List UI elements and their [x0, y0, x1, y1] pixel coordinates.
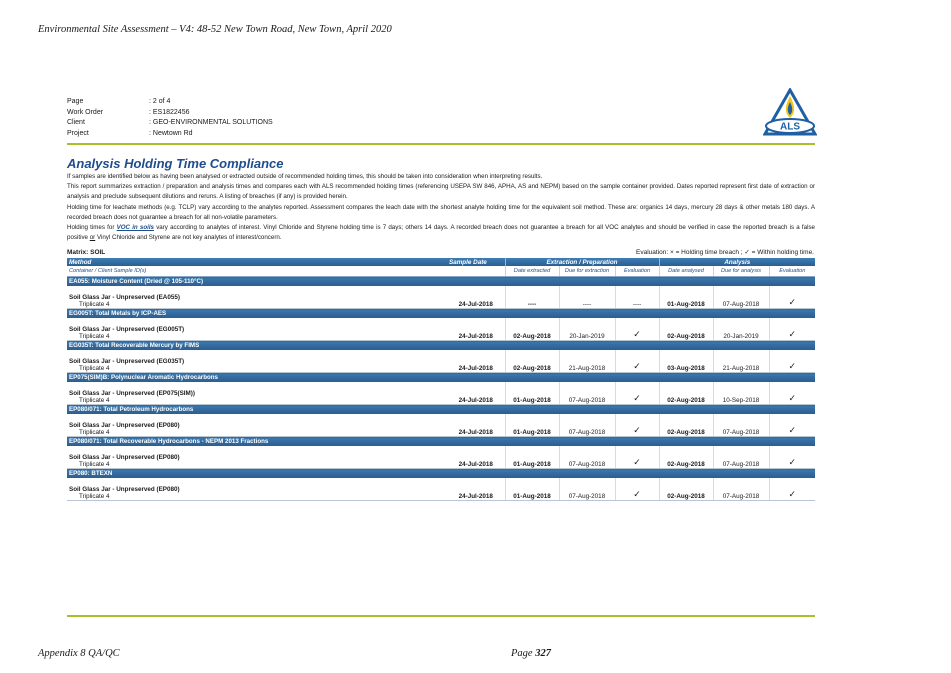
table-row	[67, 286, 815, 309]
due-analysis: 07-Aug-2018	[713, 478, 769, 501]
date-analysed: 02-Aug-2018	[659, 446, 713, 469]
due-analysis: 20-Jan-2019	[713, 318, 769, 341]
header-rule	[67, 143, 815, 145]
report-meta	[67, 97, 273, 139]
document-header: Environmental Site Assessment – V4: 48-52 New Town Road, New Town, April 2020	[38, 24, 392, 35]
sample-date: 24-Jul-2018	[447, 478, 505, 501]
voc-highlight: VOC in soils	[116, 224, 154, 232]
table-row	[67, 318, 815, 341]
col-group-extraction: Extraction / Preparation	[505, 258, 659, 266]
table-header-row	[67, 258, 815, 266]
sample-date: 24-Jul-2018	[447, 382, 505, 405]
sample-id: Triplicate 4	[79, 461, 110, 468]
section-row	[67, 277, 815, 287]
matrix-label: Matrix: SOIL	[67, 249, 106, 256]
evaluation-extraction: ✓	[615, 350, 659, 373]
sample-id: Triplicate 4	[79, 429, 110, 436]
section-method: EA055: Moisture Content (Dried @ 105-110°C)	[67, 277, 815, 287]
meta-label: Client	[67, 119, 85, 126]
date-extracted: ----	[505, 286, 559, 309]
container-name: Soil Glass Jar - Unpreserved (EP075(SIM))	[69, 390, 195, 397]
sample-id: Triplicate 4	[79, 333, 110, 340]
col-method: Method	[67, 258, 447, 266]
sample-date: 24-Jul-2018	[447, 414, 505, 437]
table-subheader-row	[67, 266, 815, 277]
section-row	[67, 309, 815, 319]
section-method: EP075(SIM)B: Polynuclear Aromatic Hydrocarbons	[67, 373, 815, 383]
footer-rule	[67, 615, 815, 617]
container-name: Soil Glass Jar - Unpreserved (EP080)	[69, 454, 180, 461]
col-blank	[447, 266, 505, 277]
meta-value: : ES1822456	[149, 108, 190, 116]
holding-time-table	[67, 258, 815, 501]
sample-id: Triplicate 4	[79, 365, 110, 372]
meta-row-project	[67, 129, 273, 140]
intro-paragraph: If samples are identified below as having been analysed or extracted outside of recommended holding times, this should be taken into consideration when interpreting results.	[67, 173, 543, 180]
date-extracted: 01-Aug-2018	[505, 446, 559, 469]
table-row	[67, 382, 815, 405]
evaluation-legend: Evaluation: × = Holding time breach ; ✓ = Within holding time.	[636, 249, 814, 256]
evaluation-analysis: ✓	[769, 286, 815, 309]
page-title: Analysis Holding Time Compliance	[67, 156, 284, 171]
date-analysed: 01-Aug-2018	[659, 286, 713, 309]
section-method: EP080/071: Total Petroleum Hydrocarbons	[67, 405, 815, 415]
meta-label: Work Order	[67, 108, 104, 116]
container-cell	[67, 478, 447, 501]
evaluation-analysis: ✓	[769, 446, 815, 469]
evaluation-analysis: ✓	[769, 318, 815, 341]
sample-date: 24-Jul-2018	[447, 286, 505, 309]
evaluation-analysis: ✓	[769, 350, 815, 373]
date-analysed: 02-Aug-2018	[659, 382, 713, 405]
col-due-extraction: Due for extraction	[559, 266, 615, 277]
meta-row-client	[67, 118, 273, 129]
table-row	[67, 446, 815, 469]
meta-label: Page	[67, 98, 84, 105]
section-method: EG005T: Total Metals by ICP-AES	[67, 309, 815, 319]
container-name: Soil Glass Jar - Unpreserved (EG005T)	[69, 326, 185, 333]
container-cell	[67, 414, 447, 437]
evaluation-analysis: ✓	[769, 382, 815, 405]
section-row	[67, 341, 815, 351]
container-cell	[67, 350, 447, 373]
col-evaluation-extraction: Evaluation	[615, 266, 659, 277]
col-date-extracted: Date extracted	[505, 266, 559, 277]
section-row	[67, 469, 815, 479]
due-extraction: 20-Jan-2019	[559, 318, 615, 341]
due-extraction: 07-Aug-2018	[559, 446, 615, 469]
table-row	[67, 350, 815, 373]
meta-value: : GEO-ENVIRONMENTAL SOLUTIONS	[149, 119, 273, 126]
evaluation-extraction: ✓	[615, 478, 659, 501]
due-extraction: 07-Aug-2018	[559, 382, 615, 405]
due-extraction: 07-Aug-2018	[559, 478, 615, 501]
col-group-analysis: Analysis	[659, 258, 815, 266]
evaluation-analysis: ✓	[769, 478, 815, 501]
intro-text-run: Holding times for	[67, 224, 115, 232]
footer-page-number: 327	[535, 648, 551, 659]
table-row	[67, 414, 815, 437]
meta-value: : Newtown Rd	[149, 129, 193, 137]
container-name: Soil Glass Jar - Unpreserved (EG035T)	[69, 358, 185, 365]
sample-id: Triplicate 4	[79, 493, 110, 500]
section-row	[67, 405, 815, 415]
logo-text: ALS	[780, 121, 800, 133]
date-extracted: 01-Aug-2018	[505, 414, 559, 437]
col-sample-date: Sample Date	[447, 258, 505, 266]
date-analysed: 02-Aug-2018	[659, 318, 713, 341]
container-cell	[67, 446, 447, 469]
evaluation-extraction: ----	[615, 286, 659, 309]
due-extraction: 21-Aug-2018	[559, 350, 615, 373]
col-evaluation-analysis: Evaluation	[769, 266, 815, 277]
table-body	[67, 277, 815, 501]
als-logo	[763, 88, 817, 138]
intro-paragraph	[67, 223, 815, 243]
sample-id: Triplicate 4	[79, 397, 110, 404]
intro-paragraph: This report summarizes extraction / preparation and analysis times and compares each with ALS recommended holding times (referencing USEPA SW 846, APHA, AS and NEPM) based on the sample container provided. Dates reported represent first date of extraction or analysis and preclude subsequent dilutions and reruns. A listing of breaches (if any) is provided herein.	[67, 183, 815, 201]
table-row	[67, 478, 815, 501]
intro-text-run: Vinyl Chloride and Styrene are not key analytes of interest/concern.	[96, 234, 282, 242]
due-extraction: 07-Aug-2018	[559, 414, 615, 437]
evaluation-extraction: ✓	[615, 446, 659, 469]
col-container: Container / Client Sample ID(s)	[67, 266, 447, 277]
container-cell	[67, 286, 447, 309]
container-cell	[67, 382, 447, 405]
section-method: EP080/071: Total Recoverable Hydrocarbons - NEPM 2013 Fractions	[67, 437, 815, 447]
sample-id: Triplicate 4	[79, 301, 110, 308]
section-method: EG035T: Total Recoverable Mercury by FIMS	[67, 341, 815, 351]
intro-text-run: vary according to analytes of interest. Vinyl Chloride and Styrene holding time is 7 days; others 14 days. A recorded breach does not guarantee a breach for all VOC analytes and should be verified in case the reported breach is a false positive	[67, 224, 815, 242]
footer-page-label: Page	[511, 648, 533, 659]
footer-page	[511, 648, 551, 659]
container-cell	[67, 318, 447, 341]
meta-label: Project	[67, 129, 89, 137]
section-method: EP080: BTEXN	[67, 469, 815, 479]
date-extracted: 01-Aug-2018	[505, 382, 559, 405]
evaluation-extraction: ✓	[615, 414, 659, 437]
date-extracted: 01-Aug-2018	[505, 478, 559, 501]
date-analysed: 03-Aug-2018	[659, 350, 713, 373]
section-row	[67, 437, 815, 447]
meta-row-page	[67, 97, 273, 108]
sample-date: 24-Jul-2018	[447, 318, 505, 341]
evaluation-extraction: ✓	[615, 382, 659, 405]
date-extracted: 02-Aug-2018	[505, 318, 559, 341]
col-date-analysed: Date analysed	[659, 266, 713, 277]
due-analysis: 07-Aug-2018	[713, 414, 769, 437]
col-due-analysis: Due for analysis	[713, 266, 769, 277]
due-extraction: ----	[559, 286, 615, 309]
due-analysis: 21-Aug-2018	[713, 350, 769, 373]
sample-date: 24-Jul-2018	[447, 446, 505, 469]
container-name: Soil Glass Jar - Unpreserved (EP080)	[69, 486, 180, 493]
container-name: Soil Glass Jar - Unpreserved (EP080)	[69, 422, 180, 429]
intro-paragraph: Holding time for leachate methods (e.g. TCLP) vary according to the analytes reported. Assessment compares the leach date with the shortest analyte holding time for the equivalent soil method. These are: organics 14 days, mercury 28 days & other metals 180 days. A recorded breach does not guarantee a breach for all non-volatile parameters.	[67, 203, 815, 221]
or-underline: or	[89, 234, 96, 242]
date-analysed: 02-Aug-2018	[659, 478, 713, 501]
intro-text	[67, 172, 815, 243]
section-row	[67, 373, 815, 383]
date-extracted: 02-Aug-2018	[505, 350, 559, 373]
date-analysed: 02-Aug-2018	[659, 414, 713, 437]
due-analysis: 10-Sep-2018	[713, 382, 769, 405]
container-name: Soil Glass Jar - Unpreserved (EA055)	[69, 294, 180, 301]
meta-value: : 2 of 4	[149, 98, 171, 105]
evaluation-analysis: ✓	[769, 414, 815, 437]
evaluation-extraction: ✓	[615, 318, 659, 341]
footer-appendix: Appendix 8 QA/QC	[38, 648, 120, 659]
due-analysis: 07-Aug-2018	[713, 286, 769, 309]
sample-date: 24-Jul-2018	[447, 350, 505, 373]
due-analysis: 07-Aug-2018	[713, 446, 769, 469]
meta-row-work-order	[67, 108, 273, 119]
